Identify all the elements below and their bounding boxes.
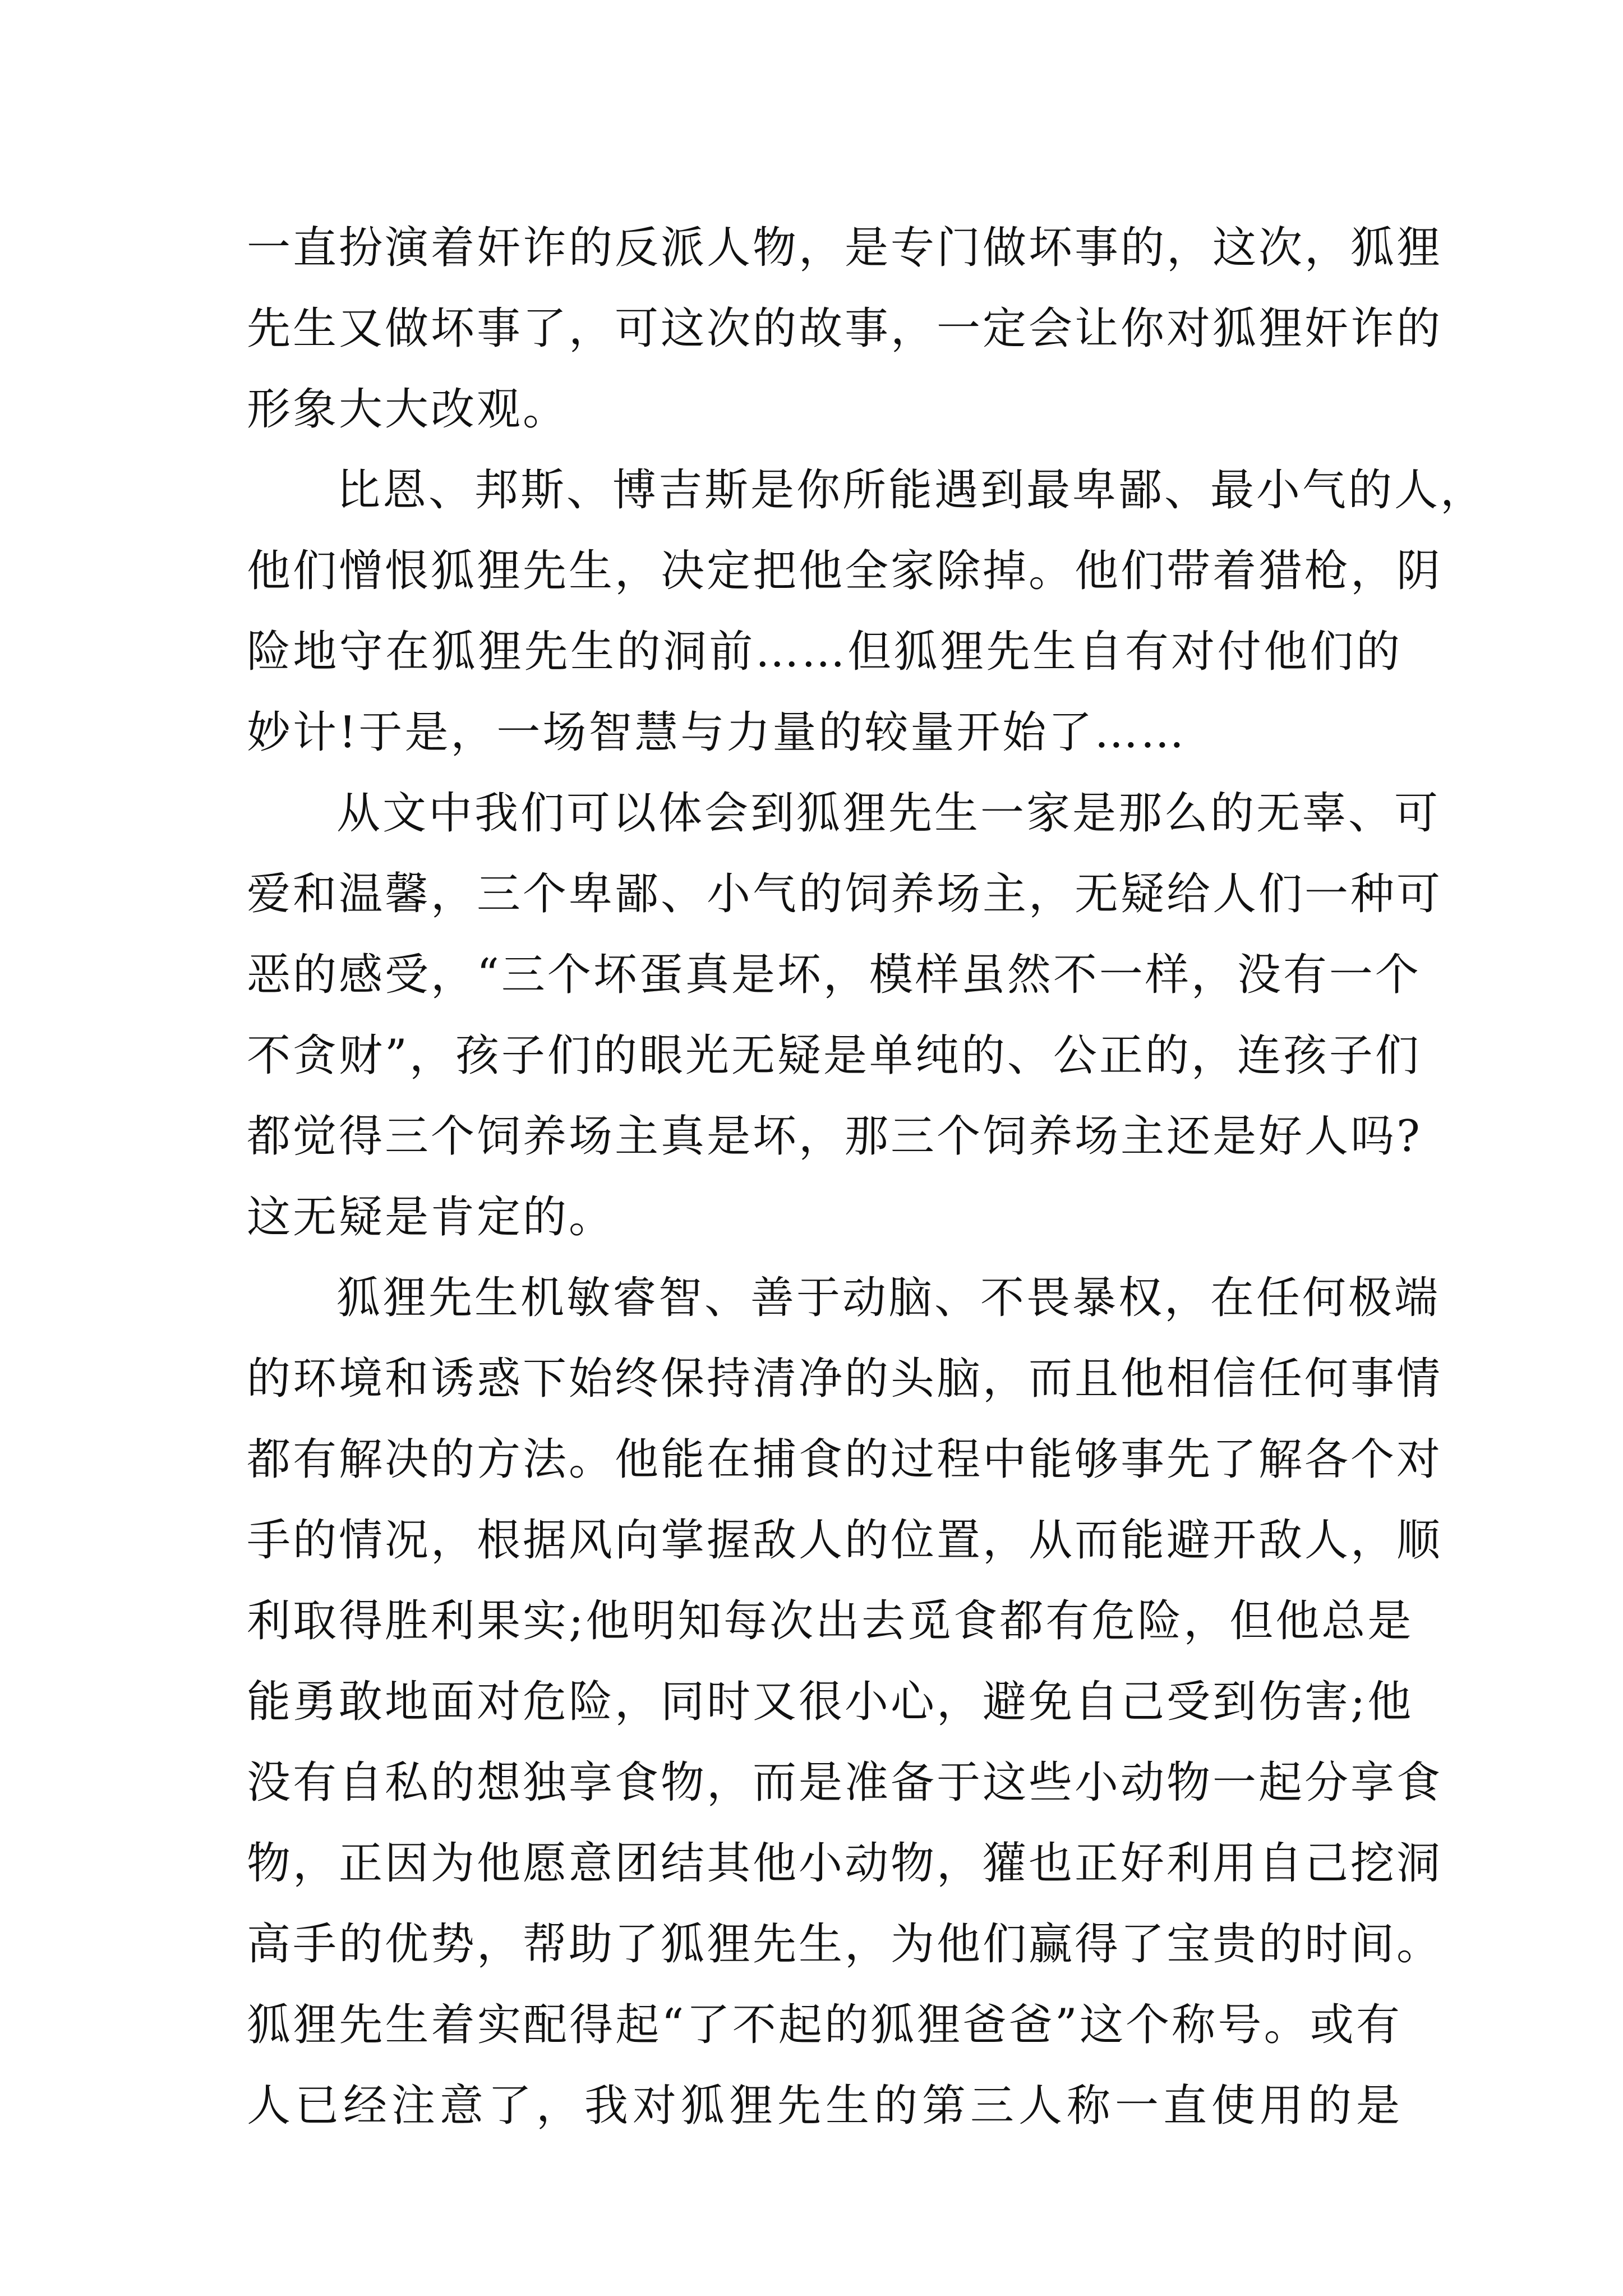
text-line: 险地守在狐狸先生的洞前……但狐狸先生自有对付他们的 [247,627,1402,677]
text-line: 人已经注意了，我对狐狸先生的第三人称一直使用的是 [247,2081,1402,2131]
text-line: 不贪财”，孩子们的眼光无疑是单纯的、公正的，连孩子们 [247,1030,1421,1081]
text-line: 物，正因为他愿意团结其他小动物，獾也正好利用自己挖洞 [247,1838,1443,1889]
text-line: 利取得胜利果实;他明知每次出去觅食都有危险，但他总是 [247,1596,1414,1646]
text-line: 他们憎恨狐狸先生，决定把他全家除掉。他们带着猎枪，阴 [247,546,1443,596]
text-line: 形象大大改观。 [247,384,569,435]
text-line: 的环境和诱惑下始终保持清净的头脑，而且他相信任何事情 [247,1354,1443,1404]
text-line: 比恩、邦斯、博吉斯是你所能遇到最卑鄙、最小气的人， [336,465,1487,516]
text-line: 爱和温馨，三个卑鄙、小气的饲养场主，无疑给人们一种可 [247,869,1443,919]
text-line: 从文中我们可以体会到狐狸先生一家是那么的无辜、可 [336,788,1441,839]
text-line: 都觉得三个饲养场主真是坏，那三个饲养场主还是好人吗? [247,1111,1422,1162]
text-line: 妙计!于是，一场智慧与力量的较量开始了…… [247,707,1187,758]
text-line: 这无疑是肯定的。 [247,1192,615,1243]
text-line: 恶的感受，“三个坏蛋真是坏，模样虽然不一样，没有一个 [247,950,1421,1000]
text-line: 狐狸先生机敏睿智、善于动脑、不畏暴权，在任何极端 [336,1273,1441,1323]
text-line: 先生又做坏事了，可这次的故事，一定会让你对狐狸奸诈的 [247,303,1443,354]
text-line: 狐狸先生着实配得起“了不起的狐狸爸爸”这个称号。或有 [247,2000,1402,2050]
text-line: 都有解决的方法。他能在捕食的过程中能够事先了解各个对 [247,1434,1443,1485]
text-line: 能勇敢地面对危险，同时又很小心，避免自己受到伤害;他 [247,1677,1414,1727]
text-line: 没有自私的想独享食物，而是准备于这些小动物一起分享食 [247,1757,1443,1808]
text-line: 手的情况，根据风向掌握敌人的位置，从而能避开敌人，顺 [247,1515,1443,1566]
text-line: 高手的优势，帮助了狐狸先生，为他们赢得了宝贵的时间。 [247,1919,1443,1970]
body-text [247,208,1487,2146]
text-line: 一直扮演着奸诈的反派人物，是专门做坏事的，这次，狐狸 [247,223,1443,273]
